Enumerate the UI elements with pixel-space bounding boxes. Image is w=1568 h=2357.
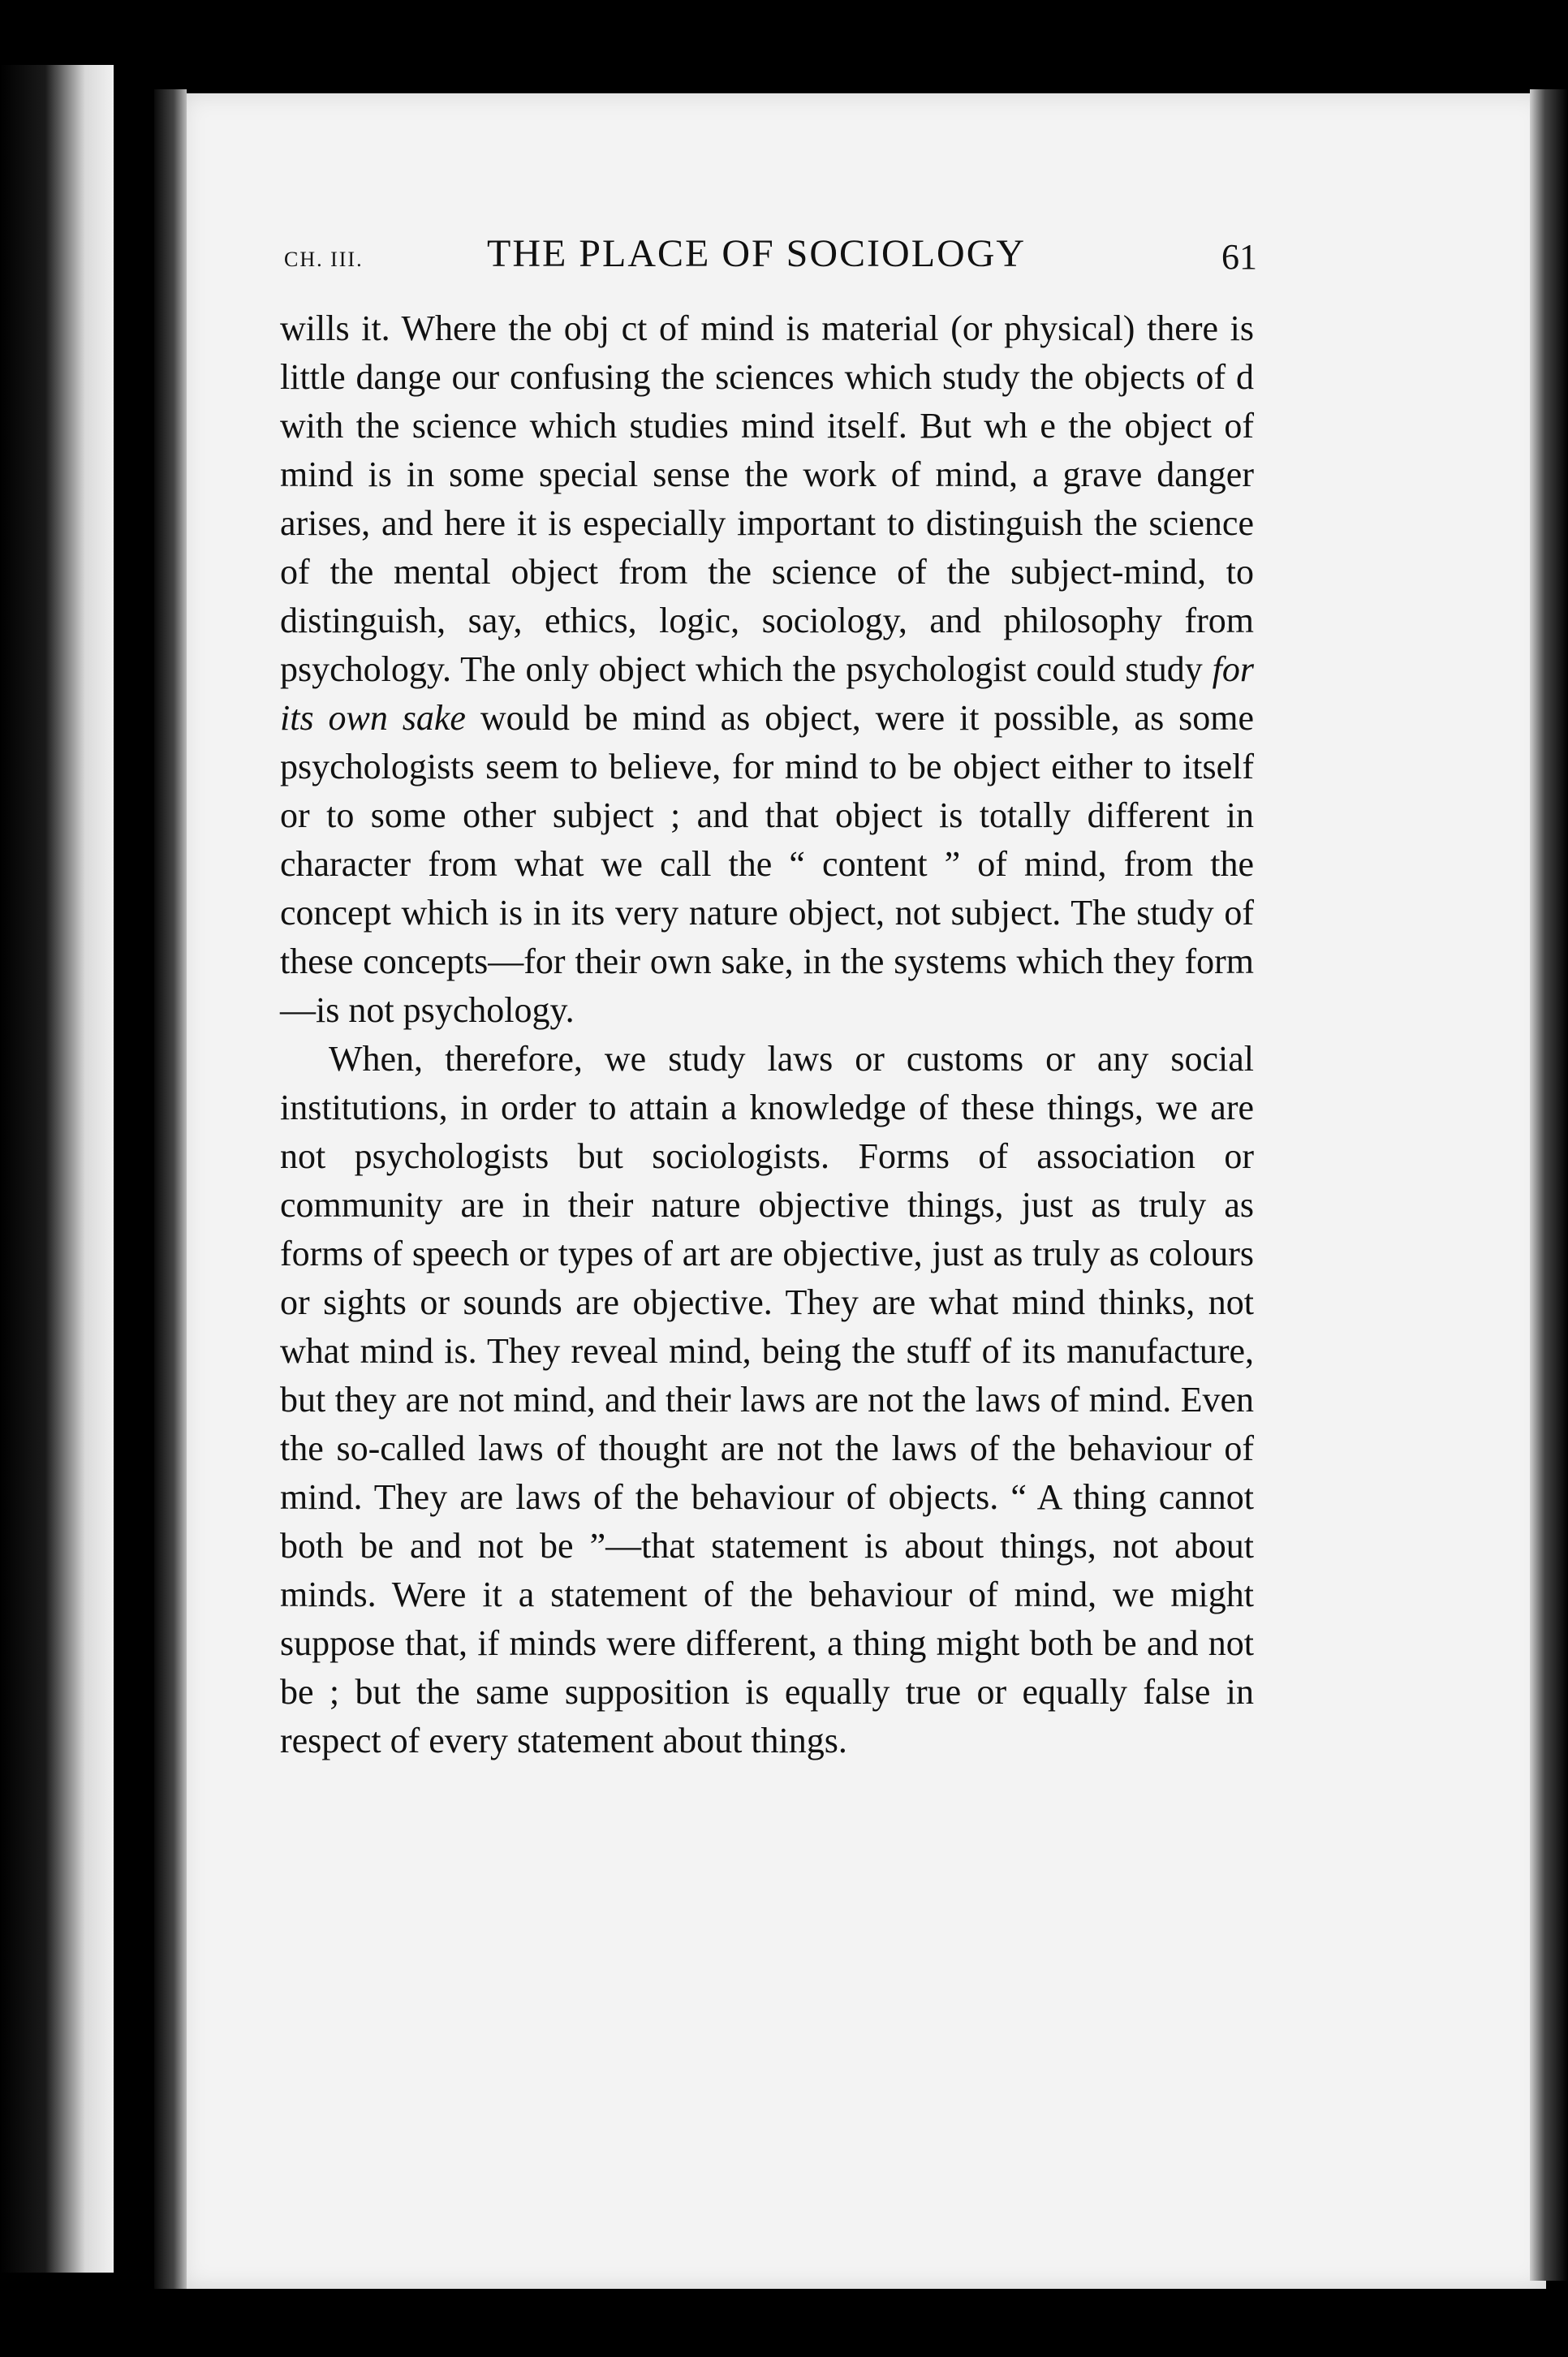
paragraph-1 [280, 304, 1254, 1035]
italic-phrase: for its own sake [280, 649, 1254, 738]
chapter-reference: CH. III. [284, 248, 364, 271]
binding-shadow [154, 89, 187, 2289]
paragraph-1-text-start: wills it. Where the obj ct of mind is material (or physical) there is little dange our confusing the sciences which study the objects of d with the science which studies mind itself. But wh e the object of mind is in some special sense the work of mind, a grave danger arises, and here it is especially important to distinguish the science of the mental object from the science of the subject-mind, to distinguish, say, ethics, logic, sociology, and philosophy from psychology. The only object which the psychologist could study [280, 308, 1254, 689]
running-head [284, 231, 1258, 296]
left-page-edge [0, 65, 114, 2273]
running-title: THE PLACE OF SOCIOLOGY [487, 232, 1027, 275]
page-number: 61 [1221, 237, 1257, 277]
body-text [280, 304, 1254, 1765]
paragraph-2: When, therefore, we study laws or customs or any social institutions, in order to attain a knowledge of these things, we are not psychologists but sociologists. Forms of association or community are in their nature objective things, just as truly as forms of speech or types of art are objective, just as truly as colours or sights or sounds are objective. They are what mind thinks, not what mind is. They reveal mind, being the stuff of its manufacture, but they are not mind, and their laws are not the laws of mind. Even the so-called laws of thought are not the laws of the behaviour of mind. They are laws of the behaviour of objects. “ A thing cannot both be and not be ”—that statement is about things, not about minds. Were it a statement of the behaviour of mind, we might suppose that, if minds were different, a thing might both be and not be ; but the same supposition is equally true or equally false in respect of every statement about things. [280, 1039, 1254, 1760]
paragraph-1-text-end: would be mind as object, were it possible, as some psychologists seem to believe, for mind to be object either to itself or to some other subject ; and that object is totally different in character from what we call the “ content ” of mind, from the concept which is in its very nature object, not subject. The study of these concepts—for their own sake, in the systems which they form—is not psychology. [280, 698, 1254, 1030]
right-page-edge [1530, 89, 1568, 2281]
